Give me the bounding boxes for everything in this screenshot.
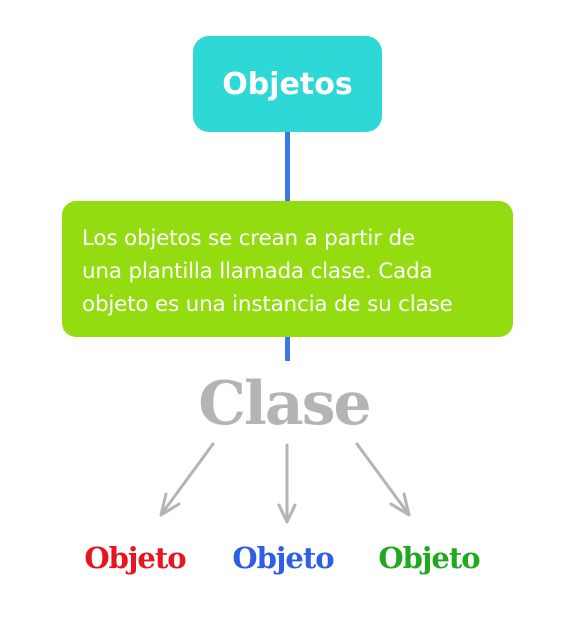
arrow-left [161,444,213,515]
description-line: objeto es una instancia de su clase [82,292,453,317]
arrow-right [357,444,409,515]
title-text: Objetos [222,66,353,102]
arrow-center [279,445,295,522]
class-label: Clase [198,369,370,439]
object-label-blue: Objeto [232,541,334,575]
object-label-green: Objeto [378,541,480,575]
description-line: Los objetos se crean a partir de [82,226,415,251]
description-line: una plantilla llamada clase. Cada [82,259,433,284]
object-label-red: Objeto [84,541,186,575]
